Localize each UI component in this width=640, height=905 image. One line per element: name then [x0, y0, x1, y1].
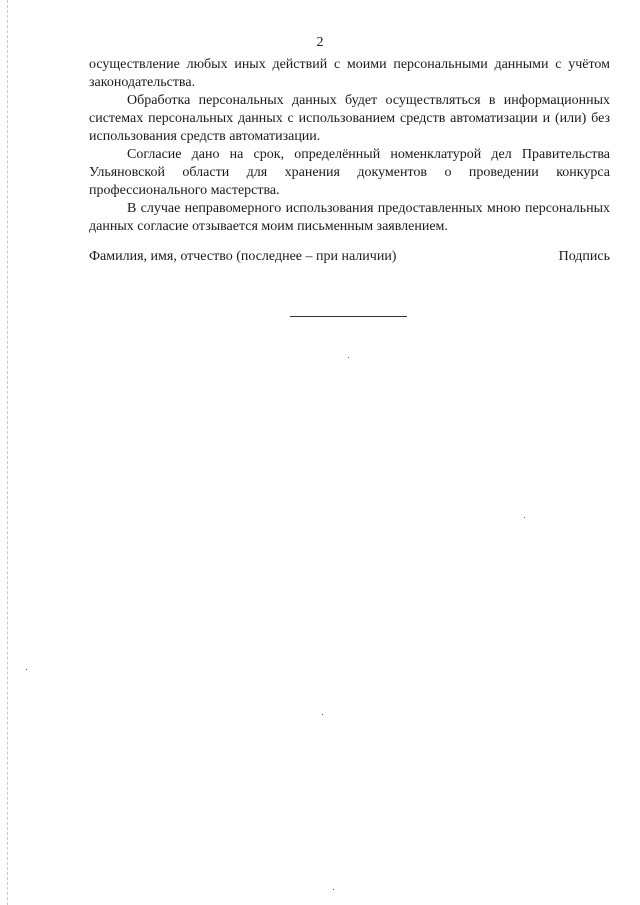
- scan-speck: [348, 357, 349, 358]
- paragraph-revocation: В случае неправомерного использования предоставленных мною персональных данных согласие отзывается моим письменным заявлением.: [89, 201, 610, 234]
- document-body: [89, 56, 610, 236]
- scan-speck: [333, 889, 334, 890]
- scan-margin-line: [7, 0, 8, 905]
- signature-label: Подпись: [558, 249, 610, 264]
- full-name-label: Фамилия, имя, отчество (последнее – при наличии): [89, 249, 397, 264]
- scan-speck: [524, 517, 525, 518]
- signature-row: [89, 248, 610, 266]
- paragraph-processing: Обработка персональных данных будет осуществляться в информационных системах персональных данных с использованием средств автоматизации и (или) без использования средств автоматизации.: [89, 93, 610, 144]
- separator-line: [290, 316, 407, 317]
- paragraph-consent-term: Согласие дано на срок, определённый номенклатурой дел Правительства Ульяновской области для хранения документов о проведении конкурса профессионального мастерства.: [89, 147, 610, 198]
- scan-speck: [26, 669, 27, 670]
- page-number: 2: [316, 35, 324, 50]
- scan-speck: [322, 714, 323, 715]
- paragraph-continuation: осуществление любых иных действий с моими персональными данными с учётом законодательства.: [89, 57, 610, 90]
